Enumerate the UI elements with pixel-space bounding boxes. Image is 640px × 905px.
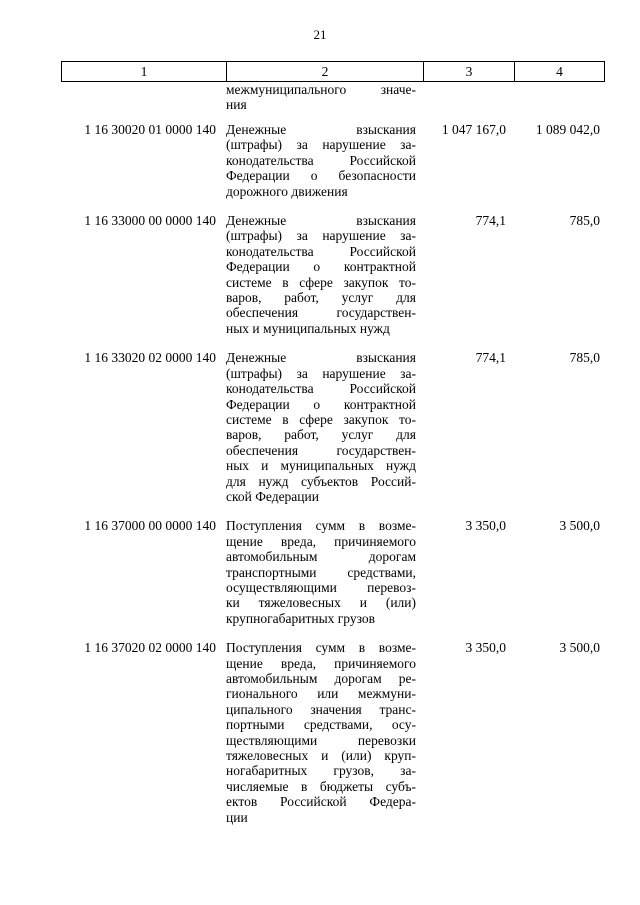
table-row [61, 640, 600, 825]
description-line: дорожного движения [226, 183, 348, 199]
header-col-3: 3 [424, 62, 515, 82]
description-line: (штрафы) за нарушение за- [226, 228, 416, 244]
description-line: осуществляющими перевоз- [226, 579, 416, 595]
description-line: автомобильным дорогам [226, 549, 416, 565]
header-col-4: 4 [515, 62, 605, 82]
table-body [61, 122, 600, 839]
description-line: ногабаритных грузов, за- [226, 763, 416, 779]
header-col-1: 1 [62, 62, 227, 82]
income-description [226, 518, 416, 626]
description-line: Федерации о безопасности [226, 168, 416, 184]
table-header [61, 61, 605, 82]
description-line: Денежные взыскания [226, 213, 416, 229]
description-line: числяемые в бюджеты субъ- [226, 778, 416, 794]
amount-col-3: 3 350,0 [465, 518, 506, 534]
description-line: конодательства Российской [226, 243, 416, 259]
description-line: Федерации о контрактной [226, 259, 416, 275]
amount-col-3: 1 047 167,0 [441, 122, 506, 137]
description-line: варов, работ, услуг для [226, 427, 416, 443]
amount-col-3: 774,1 [475, 213, 506, 229]
description-line: щение вреда, причиняемого [226, 533, 416, 549]
description-line: ки тяжеловесных и (или) [226, 595, 416, 611]
amount-col-3: 774,1 [475, 350, 506, 366]
description-line: варов, работ, услуг для [226, 290, 416, 306]
continuation-line: ния [226, 97, 247, 113]
description-line: Денежные взыскания [226, 350, 416, 366]
continuation-text [226, 82, 416, 113]
page-number: 21 [313, 27, 327, 42]
description-line: портными средствами, осу- [226, 717, 416, 733]
description-line: ществляющими перевозки [226, 732, 416, 748]
description-line: ных и муниципальных нужд [226, 320, 390, 336]
description-line: конодательства Российской [226, 381, 416, 397]
description-line: гионального или межмуни- [226, 686, 416, 702]
description-line: системе в сфере закупок то- [226, 411, 416, 427]
description-line: (штрафы) за нарушение за- [226, 365, 416, 381]
income-description [226, 122, 416, 199]
table-row [61, 213, 600, 336]
description-line: тяжеловесных и (или) круп- [226, 748, 416, 764]
table-row [61, 518, 600, 626]
budget-code: 1 16 37020 02 0000 140 [84, 640, 216, 656]
budget-code: 1 16 33000 00 0000 140 [84, 213, 216, 229]
budget-code: 1 16 33020 02 0000 140 [84, 350, 216, 366]
description-line: Поступления сумм в возме- [226, 640, 416, 656]
description-line: обеспечения государствен- [226, 305, 416, 321]
description-line: крупногабаритных грузов [226, 610, 376, 626]
description-line: системе в сфере закупок то- [226, 274, 416, 290]
description-line: ской Федерации [226, 488, 319, 504]
description-line: (штрафы) за нарушение за- [226, 137, 416, 153]
description-line: ципального значения транс- [226, 701, 416, 717]
header-col-2: 2 [227, 62, 424, 82]
description-line: для нужд субъектов Россий- [226, 473, 416, 489]
income-description [226, 213, 416, 336]
amount-col-4: 1 089 042,0 [535, 122, 600, 137]
description-line: конодательства Российской [226, 152, 416, 168]
budget-code: 1 16 37000 00 0000 140 [84, 518, 216, 534]
description-line: транспортными средствами, [226, 564, 416, 580]
description-line: ектов Российской Федера- [226, 794, 416, 810]
description-line: Денежные взыскания [226, 122, 416, 137]
income-description [226, 350, 416, 504]
amount-col-4: 3 500,0 [559, 518, 600, 534]
description-line: щение вреда, причиняемого [226, 655, 416, 671]
budget-code: 1 16 30020 01 0000 140 [84, 122, 216, 137]
description-line: ции [226, 809, 248, 825]
income-description [226, 640, 416, 825]
amount-col-4: 785,0 [569, 350, 600, 366]
continuation-line: межмуниципального значе- [226, 82, 416, 97]
description-line: обеспечения государствен- [226, 442, 416, 458]
amount-col-4: 3 500,0 [559, 640, 600, 656]
amount-col-3: 3 350,0 [465, 640, 506, 656]
amount-col-4: 785,0 [569, 213, 600, 229]
description-line: ных и муниципальных нужд [226, 458, 416, 474]
table-row [61, 350, 600, 504]
table-row [61, 122, 600, 199]
description-line: Федерации о контрактной [226, 396, 416, 412]
description-line: Поступления сумм в возме- [226, 518, 416, 534]
description-line: автомобильным дорогам ре- [226, 671, 416, 686]
